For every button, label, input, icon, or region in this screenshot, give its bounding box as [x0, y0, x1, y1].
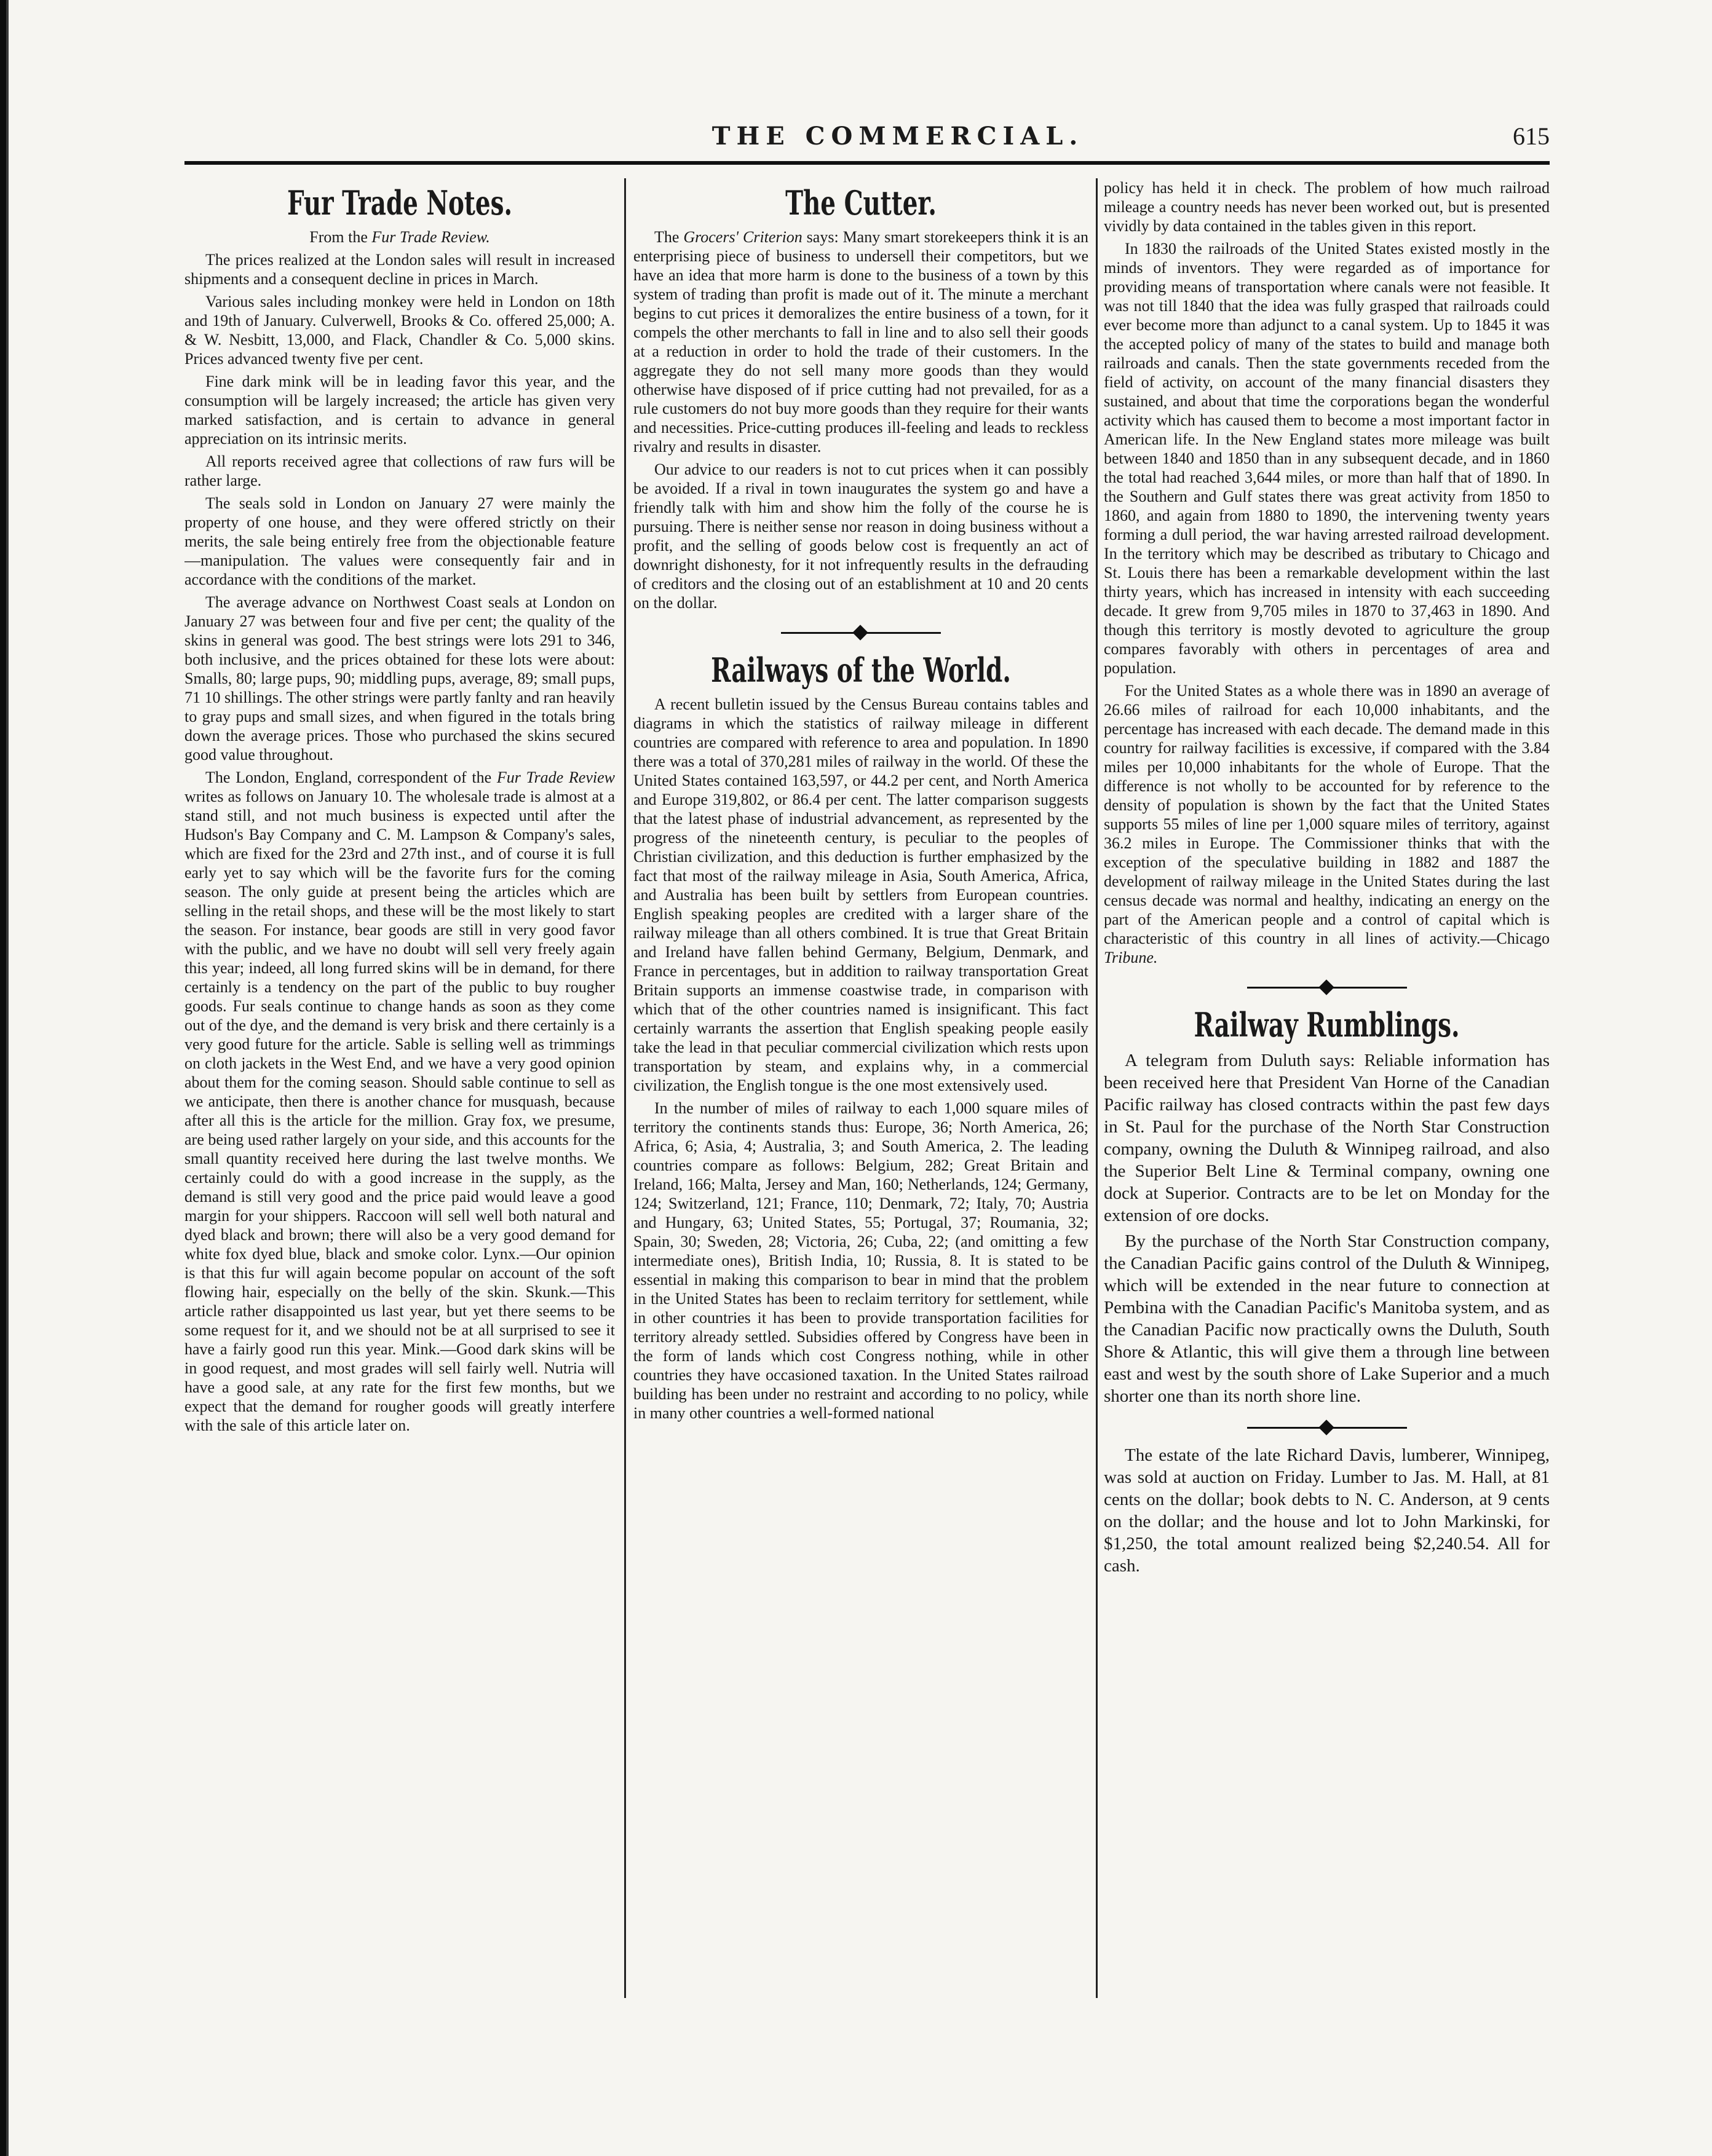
para-publication: Grocers' Criterion	[683, 228, 802, 246]
ornament-diamond	[852, 625, 868, 640]
header-rule	[184, 161, 1550, 165]
article-paragraph: All reports received agree that collections of raw furs will be rather large.	[184, 452, 615, 489]
railways-paragraph: In the number of miles of railway to each 1,000 square miles of territory the continents stands thus: Europe, 36; North America, 26; Africa, 6; Asia, 4; Australia, 3; and South America, 2. The leading countries compare as follows: Belgium, 282; Great Britain and Ireland, 166; Malta, Jersey and Man, 160; Netherlands, 124; Germany, 124; Switzerland, 121; France, 110; Denmark, 72; Italy, 70; Austria and Hungary, 63; United States, 55; Portugal, 37; Roumania, 32; Spain, 30; Sweden, 28; Victoria, 26; Cuba, 22; (and omitting a few intermediate ones), British India, 10; Russia, 8. It is stated to be essential in making this comparison to bear in mind that the problem in the United States has been to reclaim territory for settlement, while in other countries it has been to provide transportation facilities for territory already settled. Subsidies offered by Congress have been in the form of lands which cost Congress nothing, while in other countries they have occasioned taxation. In the United States railroad building has been under no restraint and according to no policy, while in many other countries a well-formed national	[633, 1099, 1088, 1422]
article-paragraph: The seals sold in London on January 27 were mainly the property of one house, and they were offered strictly on their merits, the sale being entirely free from the objectionable feature—manipulation. The values were consequently fair and in accordance with the conditions of the market.	[184, 494, 615, 588]
ornament-diamond	[1318, 979, 1334, 995]
para-rest: writes as follows on January 10. The wholesale trade is almost at a stand still, and not much business is expected until after the Hudson's Bay Company and C. M. Lampson & Company's sales, which are fixed for the 23rd and 27th inst., and of course it is full early yet to say which will be the favorite furs for the coming season. The only guide at present being the articles which are selling in the retail shops, and these will be the most likely to start the season. For instance, bear goods are still in very good favor with the public, and we have no doubt will sell very freely again this year; indeed, all long furred skins will be in demand, for there certainly is a tendency on the part of the public to buy rougher goods. Fur seals continue to change hands as soon as they come out of the dye, and the demand is very brisk and there certainly is a very good future for the article. Sable is selling well as trimmings on cloth jackets in the West End, and we have a very good opinion about them for the coming season. Should sable continue to sell as we anticipate, then there is another chance for musquash, because after all this is the article for the million. Gray fox, we presume, are being used rather largely on your side, and this accounts for the small quantity received here during the last twelve months. We certainly could do with a good increase in the supply, as the demand is still very good and the price paid would leave a good margin for your shippers. Raccoon will sell well both natural and dyed black and brown; there will also be a very good demand for white fox dyed blue, black and smoke color. Lynx.—Our opinion is that this fur will again become popular on account of the soft flowing hair, especially on the belly of the skin. Skunk.—This article rather disappointed us last year, but yet there seems to be some request for it, and we should not be at all surprised to see it have a fairly good run this year. Mink.—Good dark skins will be in good request, and most grades will sell fairly well. Nutria will have a good sale, at any rate for the first few months, but we expect that the demand for rougher goods will greatly interfere with the sale of this article later on.	[184, 788, 615, 1434]
source-publication: Fur Trade Review.	[371, 228, 490, 246]
rumblings-paragraph: By the purchase of the North Star Construction company, the Canadian Pacific gains control of the Duluth & Winnipeg, which will be extended in the near future to connection at Pembina with the Canadian Pacific's Manitoba system, and as the Canadian Pacific now practically owns the Duluth, South Shore & Atlantic, this will give them a through line between east and west by the south shore of Lake Superior and a much shorter one than its north shore line.	[1104, 1231, 1550, 1406]
source-prefix: From the	[309, 228, 372, 246]
railways-paragraph-continued	[1104, 681, 1550, 967]
section-ornament-rule	[781, 623, 941, 642]
para-start: The London, England, correspondent of the	[205, 768, 497, 786]
estate-paragraph: The estate of the late Richard Davis, lumberer, Winnipeg, was sold at auction on Friday. Lumber to Jas. M. Hall, at 81 cents on the dollar; book debts to N. C. Anderson, at 9 cents on the dollar; and the house and lot to John Markinski, for $1,250, the total amount realized being $2,240.54. All for cash.	[1104, 1445, 1550, 1576]
column-divider-1	[624, 178, 626, 1998]
article-paragraph: Fine dark mink will be in leading favor this year, and the consumption will be largely increased; the article has given very marked satisfaction, and is certain to advance in general appreciation on its intrinsic merits.	[184, 373, 615, 448]
railways-of-the-world-title: Railways of the World.	[711, 650, 1011, 690]
fur-trade-notes-title: Fur Trade Notes.	[287, 183, 513, 223]
section-ornament-rule	[1247, 1418, 1407, 1437]
rumblings-body	[1104, 1049, 1550, 1577]
para-start: The	[654, 228, 684, 246]
page-number: 615	[1513, 122, 1550, 150]
railways-paragraph: A recent bulletin issued by the Census Bureau contains tables and diagrams in which the statistics of railway mileage in different countries are compared with reference to area and population. In 1890 there was a total of 370,281 miles of railway in the world. Of these the United States contained 163,597, or 44.2 per cent, and North America and Europe 319,802, or 86.4 per cent. The latter comparison suggests that the latest phase of industrial advancement, as represented by the progress of the nineteenth century, is peculiar to the peoples of Christian civilization, and this deduction is further emphasized by the fact that most of the railway mileage in Asia, South America, Africa, and Australia has been built by settlers from European countries. English speaking peoples are credited with a larger share of the railway mileage than all others combined. It is true that Great Britain and Ireland have fallen behind Germany, Belgium, Denmark, and France in percentages, but in addition to railway transportation Great Britain supports an immense coastwise trade, in comparison with which that of the other countries named is insignificant. This fact certainly warrants the assertion that English speaking people easily take the lead in that peculiar commercial civilization which rests upon transportation by steam, and explains why, in a commercial civilization, the English tongue is the one most extensively used.	[633, 695, 1088, 1094]
cutter-paragraph	[633, 227, 1088, 456]
column-fur-trade-notes	[184, 178, 615, 2127]
cutter-paragraph: Our advice to our readers is not to cut prices when it can possibly be avoided. If a rival in town inaugurates the system go and have a friendly talk with him and show him the folly of the course he is pursuing. There is neither sense nor reason in doing business without a profit, and the selling of goods below cost is frequently an act of downright dishonesty, for it not infrequently results in the defrauding of creditors and the closing out of an establishment at 10 and 20 cents on the dollar.	[633, 460, 1088, 612]
railways-paragraph-continued: In 1830 the railroads of the United States existed mostly in the minds of inventors. They were regarded as of importance for providing means of transportation where canals were not feasible. It was not till 1840 that the idea was fully grasped that railroads could ever become more than adjunct to a canal system. Up to 1845 it was the accepted policy of many of the states to build and manage both railroads and canals. Then the state governments receded from the field of activity, on account of the many financial disasters they sustained, and about that time the corporations began the wonderful activity which has caused them to become a most important factor in American life. In the New England states more mileage was built between 1840 and 1850 than in any subsequent decade, and in 1860 the total had reached 3,644 miles, or more than half that of 1890. In the Southern and Gulf states there was great activity from 1850 to 1860, and again from 1880 to 1890, the intervening twenty years forming a dull period, the war having arrested railroad development. In the territory which may be described as tributary to Chicago and St. Louis there has been a remarkable development within the last thirty years, which has increased in intensity with each succeeding decade. It grew from 9,705 miles in 1870 to 37,463 in 1890. And though this territory is mostly devoted to agriculture the group compares favorably with others in percentages of area and population.	[1104, 240, 1550, 677]
column-divider-2	[1096, 178, 1098, 1998]
para-publication: Fur Trade Review	[496, 768, 615, 786]
railway-rumblings-title: Railway Rumblings.	[1194, 1005, 1460, 1044]
page-header	[184, 117, 1550, 160]
para-rest: says: Many smart storekeepers think it is an enterprising piece of business to undersell their competitors, but we have an idea that more harm is done to the business of a town by this system of trading than profit is made out of it. The minute a merchant begins to cut prices it demoralizes the entire business of a town, for it compels the other merchants to fall in line and to also sell their goods at a reduction in order to hold the trade of their customers. In the aggregate they do not sell many more goods than they would otherwise have disposed of if price cutting had not prevailed, for as a rule customers do not buy more goods than they require for their wants and necessities. Price-cutting produces ill-feeling and leads to reckless rivalry and results in disaster.	[633, 228, 1088, 456]
section-ornament-rule	[1247, 978, 1407, 997]
page-binding-edge	[0, 0, 14, 2156]
column-railways-continued-and-rumblings	[1104, 178, 1550, 2127]
para-source: Tribune.	[1104, 949, 1158, 966]
ornament-diamond	[1318, 1420, 1334, 1435]
article-paragraph: The average advance on Northwest Coast seals at London on January 27 was between four and five per cent; the quality of the skins in general was good. The best strings were lots 291 to 346, both inclusive, and the prices obtained for these lots were about: Smalls, 80; large pups, 90; middling pups, average, 89; small pups, 71 10 shillings. The other strings were partly fanlty and ran heavily to gray pups and small sizes, and when figured in the totals bring down the average prices. Those who purchased the skins secured good value throughout.	[184, 593, 615, 764]
article-paragraph: Various sales including monkey were held in London on 18th and 19th of January. Culverwell, Brooks & Co. offered 25,000; A. & W. Nesbitt, 13,000, and Flack, Chandler & Co. 5,000 skins. Prices advanced twenty five per cent.	[184, 293, 615, 368]
article-paragraph-london-correspondent	[184, 768, 615, 1435]
rumblings-paragraph: A telegram from Duluth says: Reliable information has been received here that President Van Horne of the Canadian Pacific railway has closed contracts within the past few days in St. Paul for the purchase of the North Star Construction company, owning the Duluth & Winnipeg railroad, and also the Superior Belt Line & Terminal company, owning one dock at Superior. Contracts are to be let on Monday for the extension of ore docks.	[1104, 1051, 1550, 1225]
the-cutter-title: The Cutter.	[785, 183, 937, 223]
railways-paragraph-continued: policy has held it in check. The problem of how much railroad mileage a country needs has never been worked out, but is presented vividly by data contained in the tables given in this report.	[1104, 179, 1550, 235]
masthead: THE COMMERCIAL.	[711, 122, 1084, 151]
article-paragraph: The prices realized at the London sales will result in increased shipments and a consequent decline in prices in March.	[184, 251, 615, 288]
para-text: For the United States as a whole there was in 1890 an average of 26.66 miles of railroad for each 10,000 inhabitants, and the percentage has increased with each decade. The demand made in this country for railway facilities is excessive, if compared with the 3.84 miles per 10,000 inhabitants for the whole of Europe. That the difference is not wholly to be accounted for by reference to the density of population is shown by the fact that the United States supports 55 miles of line per 1,000 square miles of territory, against 36.2 miles in Europe. The Commissioner thinks that with the exception of the speculative building in 1882 and 1887 the development of railway mileage in the United States during the last census decade was normal and healthy, indicating an energy on the part of the American people and a control of capital which is characteristic of this country in all lines of activity.—Chicago	[1104, 682, 1550, 947]
fur-trade-source	[184, 227, 615, 247]
column-cutter-and-railways	[633, 178, 1088, 2127]
